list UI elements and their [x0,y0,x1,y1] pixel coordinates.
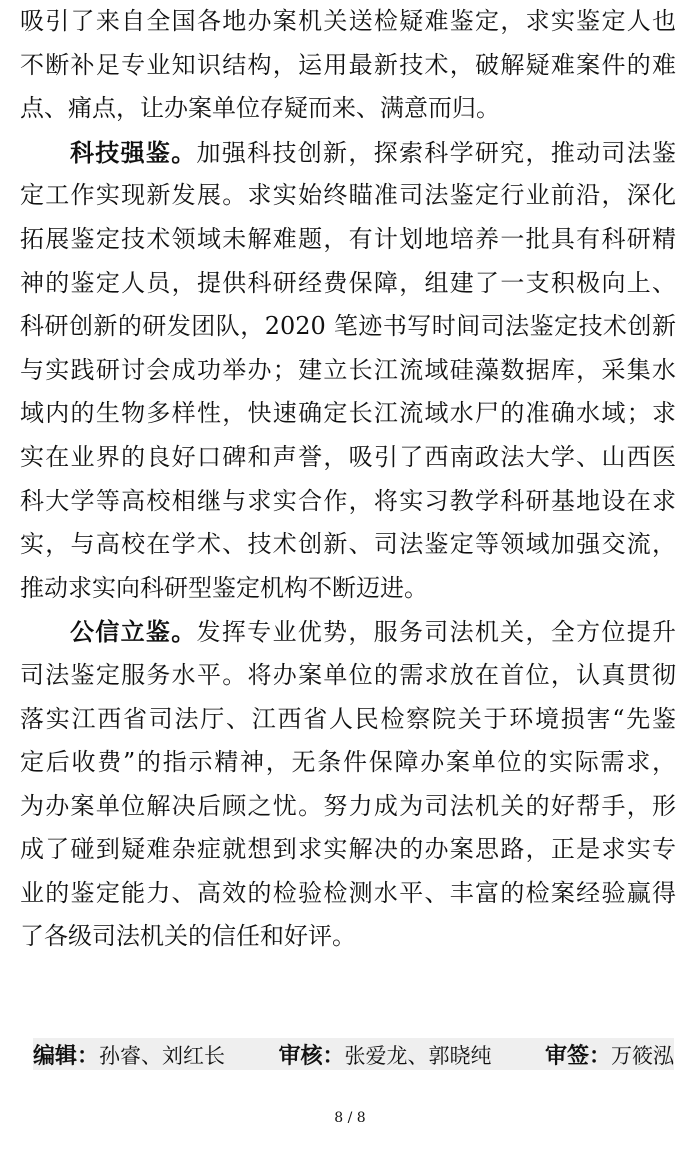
text-line [20,349,676,393]
text-line [20,698,676,742]
line-text: 业的鉴定能力、高效的检验检测水平、丰富的检案经验赢得 [20,878,676,907]
line-text: 推动求实向科研型鉴定机构不断迈进。 [20,573,428,602]
text-line [20,610,676,654]
text-line [20,392,676,436]
line-text: 加强科技创新，探索科学研究，推动司法鉴 [196,138,677,167]
document-body [20,0,676,959]
line-text: 定后收费”的指示精神，无条件保障办案单位的实际需求， [20,748,676,777]
line-text: 不断补足专业知识结构，运用最新技术，破解疑难案件的难 [20,50,676,79]
text-line [20,872,676,916]
reviewer-credit [278,1039,491,1070]
reviewer-label: 审核： [278,1043,345,1069]
text-line [20,305,676,349]
text-line [20,218,676,262]
line-text: 成了碰到疑难杂症就想到求实解决的办案思路，正是求实专 [20,835,676,864]
line-text: 实在业界的良好口碑和声誉，吸引了西南政法大学、山西医 [20,442,676,471]
editor-label: 编辑： [33,1043,100,1069]
line-text: 司法鉴定服务水平。将办案单位的需求放在首位，认真贯彻 [20,660,676,689]
line-text: 与实践研讨会成功举办；建立长江流域硅藻数据库，采集水 [20,355,676,384]
reviewer-names: 张爱龙、郭晓纯 [344,1043,492,1068]
text-line [20,131,676,175]
text-line [20,567,676,611]
line-text: 神的鉴定人员，提供科研经费保障，组建了一支积极向上、 [20,268,676,297]
line-text: 发挥专业优势，服务司法机关，全方位提升 [196,618,677,647]
paragraph [20,0,676,131]
line-text: 吸引了来自全国各地办案机关送检疑难鉴定，求实鉴定人也 [20,7,676,35]
line-text: 拓展鉴定技术领域未解难题，有计划地培养一批具有科研精 [20,224,676,253]
text-line [20,87,676,131]
text-line [20,44,676,88]
page-number: 8 / 8 [334,1110,366,1126]
paragraph [20,131,676,611]
editor-credit [33,1039,225,1070]
text-line [20,523,676,567]
text-line [20,262,676,306]
line-text: 实，与高校在学术、技术创新、司法鉴定等领域加强交流， [20,530,676,559]
text-line [20,828,676,872]
text-line [20,654,676,698]
text-line [20,480,676,524]
line-text: 定工作实现新发展。求实始终瞄准司法鉴定行业前沿，深化 [20,181,676,210]
approver-credit [545,1039,674,1070]
text-line [20,915,676,959]
line-text: 域内的生物多样性，快速确定长江流域水尸的准确水域；求 [20,399,676,428]
editor-names: 孙睿、刘红长 [99,1043,226,1068]
text-line [20,436,676,480]
line-text: 落实江西省司法厅、江西省人民检察院关于环境损害“先鉴 [20,704,676,733]
text-line [20,0,676,44]
paragraph-lead: 公信立鉴。 [70,617,197,647]
editorial-credits [33,1038,674,1070]
approver-names: 万筱泓 [610,1043,674,1068]
approver-label: 审签： [544,1043,611,1069]
paragraph-lead: 科技强鉴。 [70,137,197,167]
text-line [20,785,676,829]
line-text: 科研创新的研发团队，2020 笔迹书写时间司法鉴定技术创新 [20,312,676,341]
line-text: 点、痛点，让办案单位存疑而来、满意而归。 [20,94,500,123]
line-text: 为办案单位解决后顾之忧。努力成为司法机关的好帮手，形 [20,791,676,820]
line-text: 科大学等高校相继与求实合作，将实习教学科研基地设在求 [20,486,676,515]
text-line [20,741,676,785]
text-line [20,174,676,218]
line-text: 了各级司法机关的信任和好评。 [20,922,356,951]
paragraph [20,610,676,959]
